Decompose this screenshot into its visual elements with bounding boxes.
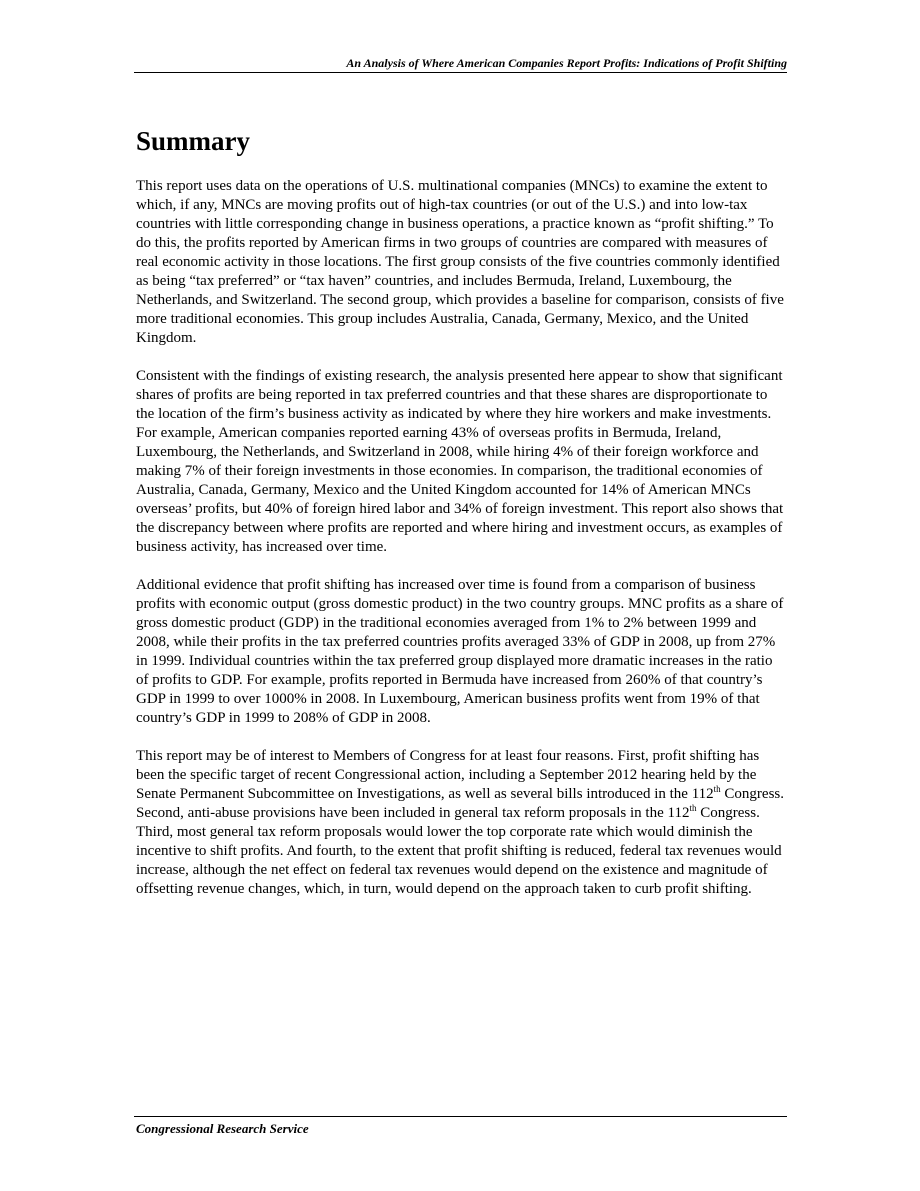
paragraph-text-segment: This report may be of interest to Members of Congress for at least four reasons. First, profit shifting has been the specific target of recent Congressional action, including a September 2012 hearing held by the Senate Permanent Subcommittee on Investigations, as well as several bills introduced in the 112 (136, 748, 760, 802)
header-divider (134, 72, 787, 73)
summary-body (136, 177, 788, 918)
ordinal-superscript: th (689, 803, 697, 813)
paragraph-gdp-evidence: Additional evidence that profit shifting has increased over time is found from a comparison of business profits with economic output (gross domestic product) in the two country groups. MNC profits as a share of gross domestic product (GDP) in the traditional economies averaged from 1% to 2% between 1999 and 2008, while their profits in the tax preferred countries profits averaged 33% of GDP in 2008, up from 27% in 1999. Individual countries within the tax preferred group displayed more dramatic increases in the ratio of profits to GDP. For example, profits reported in Bermuda have increased from 260% of that country’s GDP in 1999 to over 1000% in 2008. In Luxembourg, American business profits went from 19% of that country’s GDP in 1999 to 208% of GDP in 2008. (136, 577, 784, 726)
paragraph-congressional-interest (136, 747, 788, 899)
footer-divider (134, 1116, 787, 1117)
paragraph-text-segment: Congress. Second, anti-abuse provisions have been included in general tax reform proposals in the 112 (136, 786, 785, 821)
running-footer: Congressional Research Service (136, 1121, 309, 1136)
running-header: An Analysis of Where American Companies Report Profits: Indications of Profit Shifting (346, 56, 787, 70)
page-title: Summary (136, 126, 250, 156)
paragraph-text-segment: Congress. Third, most general tax reform proposals would lower the top corporate rate which would diminish the incentive to shift profits. And fourth, to the extent that profit shifting is reduced, federal tax revenues would increase, although the net effect on federal tax revenues would depend on the existence and magnitude of offsetting revenue changes, which, in turn, would depend on the approach taken to curb profit shifting. (136, 805, 782, 897)
ordinal-superscript: th (713, 784, 721, 794)
paragraph-findings: Consistent with the findings of existing research, the analysis presented here appear to show that significant shares of profits are being reported in tax preferred countries and that these shares are disproportionate to the location of the firm’s business activity as indicated by where they hire workers and make investments. For example, American companies reported earning 43% of overseas profits in Bermuda, Ireland, Luxembourg, the Netherlands, and Switzerland in 2008, while hiring 4% of their foreign workforce and making 7% of their foreign investments in those economies. In comparison, the traditional economies of Australia, Canada, Germany, Mexico and the United Kingdom accounted for 14% of American MNCs overseas’ profits, but 40% of foreign hired labor and 34% of foreign investment. This report also shows that the discrepancy between where profits are reported and where hiring and investment occurs, as examples of business activity, has increased over time. (136, 368, 784, 555)
paragraph-methodology: This report uses data on the operations of U.S. multinational companies (MNCs) to examine the extent to which, if any, MNCs are moving profits out of high-tax countries (or out of the U.S.) and into low-tax countries with little corresponding change in business operations, a practice known as “profit shifting.” To do this, the profits reported by American firms in two groups of countries are compared with measures of real economic activity in those locations. The first group consists of the five countries commonly identified as being “tax preferred” or “tax haven” countries, and includes Bermuda, Ireland, Luxembourg, the Netherlands, and Switzerland. The second group, which provides a baseline for comparison, consists of five more traditional economies. This group includes Australia, Canada, Germany, Mexico, and the United Kingdom. (136, 178, 784, 346)
